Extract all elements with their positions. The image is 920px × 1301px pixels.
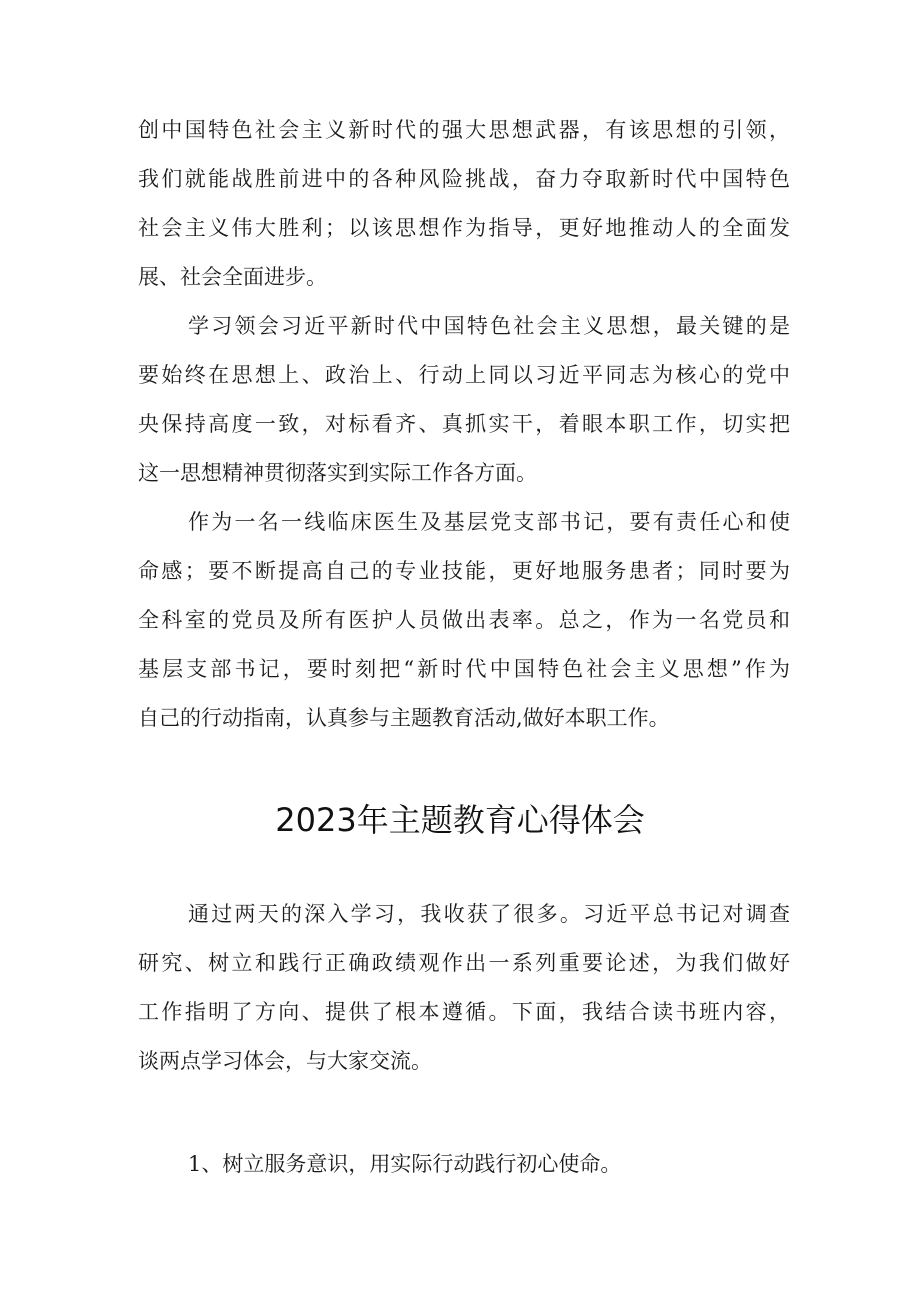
text-line: 要始终在思想上、政治上、行动上同以习近平同志为核心的党中 bbox=[138, 363, 790, 387]
text-line-indent: 作为一名一线临床医生及基层党支部书记，要有责任心和使 bbox=[188, 510, 790, 534]
text-line: 社会主义伟大胜利；以该思想作为指导，更好地推动人的全面发 bbox=[138, 216, 790, 240]
text-line: 展、社会全面进步。 bbox=[138, 265, 327, 289]
text-line-indent: 学习领会习近平新时代中国特色社会主义思想，最关键的是 bbox=[188, 314, 790, 338]
text-line: 我们就能战胜前进中的各种风险挑战，奋力夺取新时代中国特色 bbox=[138, 167, 790, 191]
text-line: 央保持高度一致，对标看齐、真抓实干，着眼本职工作，切实把 bbox=[138, 412, 790, 436]
text-line: 工作指明了方向、提供了根本遵循。下面，我结合读书班内容， bbox=[138, 1000, 790, 1024]
text-line: 研究、树立和践行正确政绩观作出一系列重要论述，为我们做好 bbox=[138, 951, 790, 975]
text-line: 命感；要不断提高自己的专业技能，更好地服务患者；同时要为 bbox=[138, 559, 790, 583]
text-line: 创中国特色社会主义新时代的强大思想武器，有该思想的引领， bbox=[138, 118, 790, 142]
text-line: 这一思想精神贯彻落实到实际工作各方面。 bbox=[138, 461, 537, 485]
text-line: 谈两点学习体会，与大家交流。 bbox=[138, 1049, 432, 1073]
text-line: 基层支部书记，要时刻把“新时代中国特色社会主义思想”作为 bbox=[138, 657, 790, 681]
document-title: 2023年主题教育心得体会 bbox=[275, 801, 645, 839]
text-line-indent: 通过两天的深入学习，我收获了很多。习近平总书记对调查 bbox=[188, 902, 790, 926]
text-line: 全科室的党员及所有医护人员做出表率。总之，作为一名党员和 bbox=[138, 608, 790, 632]
section-heading: 1、树立服务意识，用实际行动践行初心使命。 bbox=[188, 1152, 622, 1176]
text-line: 自己的行动指南，认真参与主题教育活动,做好本职工作。 bbox=[138, 706, 670, 730]
